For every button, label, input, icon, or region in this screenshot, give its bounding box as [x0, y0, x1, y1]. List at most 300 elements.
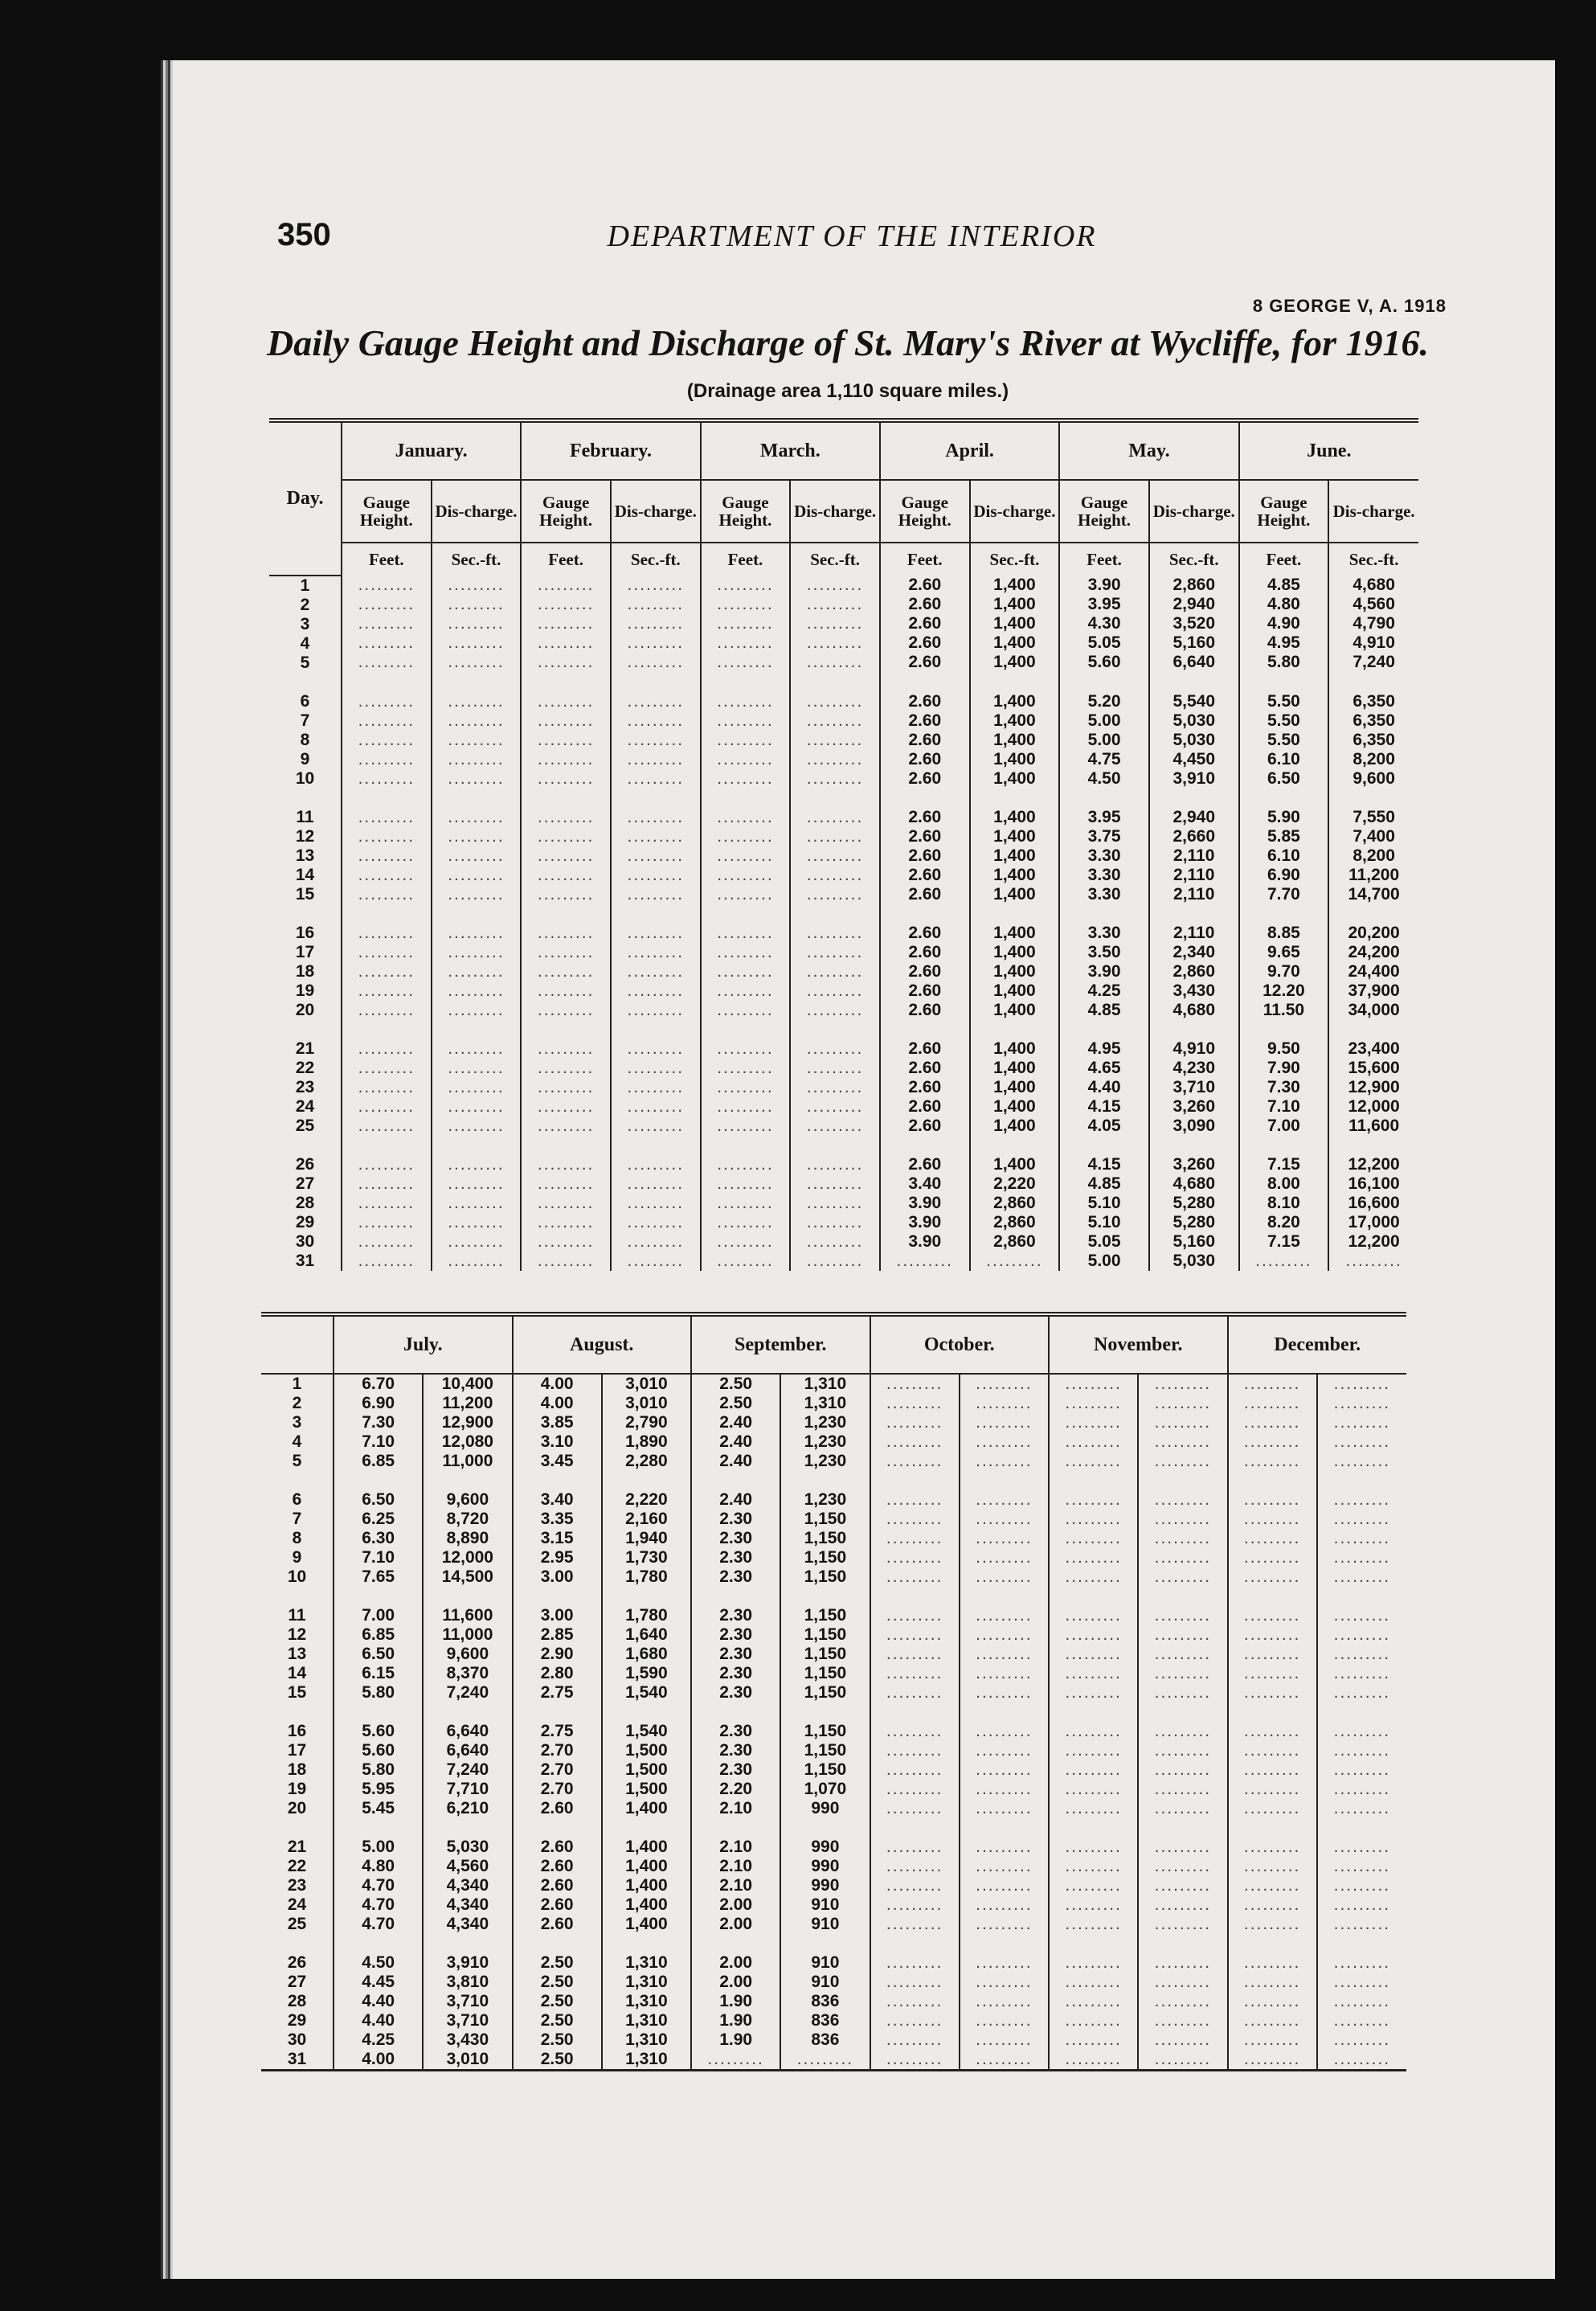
empty-dots: ......... — [806, 1155, 864, 1174]
gauge-height-value: 2.70 — [540, 1741, 574, 1760]
empty-dots: ......... — [627, 924, 685, 942]
discharge-value: 16,100 — [1348, 1174, 1400, 1193]
gauge-height-value: 2.60 — [908, 769, 942, 788]
gauge-height-value: 1.90 — [719, 2011, 753, 2030]
discharge-value: 1,400 — [993, 1117, 1036, 1135]
gauge-height-value: 3.45 — [540, 1452, 574, 1470]
gauge-height-value: 2.70 — [540, 1780, 574, 1798]
gauge-height-value: 2.00 — [719, 1973, 753, 1991]
gauge-height-value: 2.60 — [908, 576, 942, 594]
day-number: 11 — [288, 1606, 306, 1625]
empty-dots: ......... — [358, 962, 415, 981]
empty-dots: ......... — [1065, 1876, 1122, 1895]
empty-dots: ......... — [537, 1039, 595, 1058]
gauge-height-value: 2.30 — [719, 1510, 753, 1528]
gauge-height-value: 3.30 — [1087, 846, 1121, 865]
empty-dots: ......... — [976, 1664, 1033, 1682]
gauge-height-value: 2.00 — [719, 1895, 753, 1914]
gauge-height-value: 5.00 — [362, 1838, 395, 1856]
day-number: 2 — [292, 1394, 302, 1412]
gauge-height-value: 2.50 — [719, 1375, 753, 1393]
month-header: November. — [1049, 1314, 1228, 1374]
empty-dots: ......... — [976, 1741, 1033, 1760]
discharge-value: 7,240 — [1353, 653, 1395, 671]
discharge-value: 4,680 — [1353, 576, 1395, 594]
empty-dots: ......... — [448, 866, 505, 884]
discharge-value: 7,240 — [446, 1760, 489, 1779]
gauge-height-value: 2.60 — [908, 981, 942, 1000]
day-number: 13 — [295, 846, 315, 865]
empty-dots: ......... — [627, 1213, 685, 1231]
gauge-height-value: 4.00 — [540, 1394, 574, 1412]
empty-dots: ......... — [806, 576, 864, 594]
discharge-value: 3,710 — [446, 1992, 489, 2010]
discharge-value: 1,400 — [993, 924, 1036, 942]
day-header: Day. — [269, 420, 342, 576]
gauge-height-value: 2.50 — [719, 1394, 753, 1412]
day-number: 7 — [292, 1510, 302, 1528]
day-number: 4 — [292, 1432, 302, 1451]
gauge-height-value: 2.30 — [719, 1760, 753, 1779]
empty-dots: ......... — [1065, 1992, 1122, 2010]
gauge-height-value: 2.50 — [540, 2011, 574, 2030]
day-number: 18 — [295, 962, 315, 981]
day-number: 29 — [287, 2011, 307, 2030]
gauge-height-value: 4.25 — [1087, 981, 1121, 1000]
gauge-height-value: 2.60 — [908, 1001, 942, 1019]
empty-dots: ......... — [537, 943, 595, 961]
gauge-height-value: 3.40 — [908, 1174, 942, 1193]
empty-dots: ......... — [537, 885, 595, 904]
empty-dots: ......... — [1065, 1510, 1122, 1528]
empty-dots: ......... — [1243, 2050, 1301, 2068]
empty-dots: ......... — [1243, 1741, 1301, 1760]
gauge-height-value: 3.90 — [1087, 962, 1121, 981]
empty-dots: ......... — [896, 1252, 954, 1270]
empty-dots: ......... — [1154, 1953, 1212, 1972]
second-half-table — [261, 1312, 1406, 2071]
empty-dots: ......... — [1065, 1857, 1122, 1875]
discharge-value: 1,400 — [993, 750, 1036, 768]
gauge-height-value: 3.90 — [908, 1213, 942, 1231]
day-number: 5 — [292, 1452, 302, 1470]
day-number: 19 — [287, 1780, 307, 1798]
discharge-value: 1,500 — [625, 1741, 668, 1760]
gauge-height-value: 2.85 — [540, 1625, 574, 1644]
discharge-value: 6,640 — [1172, 653, 1216, 671]
empty-dots: ......... — [1154, 1413, 1212, 1432]
gauge-height-value: 2.10 — [719, 1799, 753, 1817]
empty-dots: ......... — [448, 633, 505, 652]
empty-dots: ......... — [627, 711, 685, 730]
empty-dots: ......... — [1154, 1857, 1212, 1875]
gauge-height-header: Gauge Height. — [1239, 480, 1329, 543]
discharge-value: 1,400 — [993, 1078, 1036, 1096]
empty-dots: ......... — [448, 827, 505, 846]
discharge-value: 5,280 — [1172, 1194, 1216, 1212]
discharge-value: 4,910 — [1353, 633, 1395, 652]
day-number: 8 — [292, 1529, 302, 1547]
discharge-value: 24,400 — [1348, 962, 1400, 981]
empty-dots: ......... — [358, 1059, 415, 1077]
discharge-value: 2,160 — [625, 1510, 668, 1528]
empty-dots: ......... — [806, 827, 864, 846]
empty-dots: ......... — [717, 653, 774, 671]
gauge-height-value: 2.60 — [540, 1915, 574, 1933]
discharge-value: 1,400 — [993, 962, 1036, 981]
empty-dots: ......... — [1065, 1529, 1122, 1547]
gauge-height-value: 8.00 — [1267, 1174, 1300, 1193]
gauge-height-value: 4.40 — [362, 2011, 395, 2030]
gauge-height-value: 5.95 — [362, 1780, 395, 1798]
discharge-value: 1,150 — [804, 1606, 847, 1625]
day-number: 16 — [295, 924, 315, 942]
gauge-height-value: 6.25 — [362, 1510, 395, 1528]
empty-dots: ......... — [1154, 1432, 1212, 1451]
empty-dots: ......... — [806, 614, 864, 633]
empty-dots: ......... — [358, 1194, 415, 1212]
day-number: 10 — [287, 1567, 307, 1586]
unit-label: Feet. — [1059, 543, 1149, 576]
empty-dots: ......... — [717, 1155, 774, 1174]
empty-dots: ......... — [537, 1001, 595, 1019]
gauge-height-value: 2.30 — [719, 1529, 753, 1547]
empty-dots: ......... — [1065, 2030, 1122, 2049]
empty-dots: ......... — [976, 1895, 1033, 1914]
discharge-value: 836 — [811, 2011, 840, 2030]
empty-dots: ......... — [448, 808, 505, 826]
discharge-header: Dis-charge. — [1149, 480, 1239, 543]
gauge-height-value: 4.80 — [1267, 595, 1300, 613]
empty-dots: ......... — [627, 1001, 685, 1019]
discharge-value: 5,030 — [446, 1838, 489, 1856]
empty-dots: ......... — [358, 808, 415, 826]
discharge-value: 12,200 — [1348, 1155, 1400, 1174]
empty-dots: ......... — [717, 885, 774, 904]
month-header: December. — [1228, 1314, 1407, 1374]
gauge-height-value: 2.60 — [908, 711, 942, 730]
empty-dots: ......... — [976, 1413, 1033, 1432]
gauge-height-value: 2.60 — [908, 1059, 942, 1077]
empty-dots: ......... — [806, 1078, 864, 1096]
discharge-value: 9,600 — [1353, 769, 1395, 788]
discharge-value: 3,090 — [1172, 1117, 1216, 1135]
empty-dots: ......... — [1065, 1606, 1122, 1625]
discharge-value: 5,030 — [1172, 711, 1216, 730]
discharge-value: 1,310 — [625, 2050, 668, 2068]
gauge-height-value: 2.30 — [719, 1567, 753, 1586]
discharge-value: 1,400 — [993, 595, 1036, 613]
gauge-height-header: Gauge Height. — [521, 480, 611, 543]
unit-label: Feet. — [880, 543, 970, 576]
empty-dots: ......... — [1333, 1876, 1391, 1895]
gauge-height-value: 5.00 — [1087, 711, 1121, 730]
gauge-height-value: 2.30 — [719, 1722, 753, 1740]
discharge-value: 23,400 — [1348, 1039, 1400, 1058]
gauge-height-value: 2.95 — [540, 1548, 574, 1567]
gauge-height-value: 3.35 — [540, 1510, 574, 1528]
gauge-height-value: 5.80 — [362, 1683, 395, 1702]
discharge-value: 3,910 — [1172, 769, 1216, 788]
empty-dots: ......... — [358, 692, 415, 711]
discharge-value: 16,600 — [1348, 1194, 1400, 1212]
empty-dots: ......... — [537, 576, 595, 594]
gauge-height-value: 5.00 — [1087, 731, 1121, 749]
discharge-value: 15,600 — [1348, 1059, 1400, 1077]
empty-dots: ......... — [806, 595, 864, 613]
empty-dots: ......... — [1333, 1529, 1391, 1547]
empty-dots: ......... — [1333, 1413, 1391, 1432]
empty-dots: ......... — [806, 633, 864, 652]
day-number: 12 — [287, 1625, 307, 1644]
discharge-value: 4,910 — [1172, 1039, 1216, 1058]
empty-dots: ......... — [1154, 1529, 1212, 1547]
empty-dots: ......... — [717, 846, 774, 865]
empty-dots: ......... — [806, 1194, 864, 1212]
empty-dots: ......... — [886, 2030, 943, 2049]
empty-dots: ......... — [806, 653, 864, 671]
empty-dots: ......... — [717, 576, 774, 594]
empty-dots: ......... — [358, 1039, 415, 1058]
gauge-height-value: 7.15 — [1267, 1155, 1300, 1174]
gauge-height-value: 6.50 — [1267, 769, 1300, 788]
empty-dots: ......... — [717, 692, 774, 711]
discharge-value: 2,220 — [625, 1490, 668, 1509]
empty-dots: ......... — [717, 711, 774, 730]
empty-dots: ......... — [448, 692, 505, 711]
empty-dots: ......... — [717, 595, 774, 613]
discharge-value: 3,520 — [1172, 614, 1216, 633]
empty-dots: ......... — [886, 2050, 943, 2068]
discharge-value: 4,680 — [1172, 1001, 1216, 1019]
discharge-value: 1,150 — [804, 1760, 847, 1779]
empty-dots: ......... — [448, 1039, 505, 1058]
empty-dots: ......... — [976, 1953, 1033, 1972]
empty-dots: ......... — [886, 2011, 943, 2030]
empty-dots: ......... — [358, 1213, 415, 1231]
empty-dots: ......... — [1243, 2030, 1301, 2049]
empty-dots: ......... — [1065, 1567, 1122, 1586]
empty-dots: ......... — [886, 1895, 943, 1914]
empty-dots: ......... — [448, 1059, 505, 1077]
empty-dots: ......... — [537, 924, 595, 942]
empty-dots: ......... — [627, 846, 685, 865]
gauge-height-value: 2.60 — [540, 1838, 574, 1856]
discharge-header: Dis-charge. — [1328, 480, 1418, 543]
discharge-value: 1,590 — [625, 1664, 668, 1682]
gauge-height-value: 5.60 — [1087, 653, 1121, 671]
discharge-value: 1,400 — [993, 866, 1036, 884]
discharge-value: 1,680 — [625, 1645, 668, 1663]
discharge-value: 11,000 — [442, 1625, 493, 1644]
empty-dots: ......... — [627, 1078, 685, 1096]
discharge-value: 2,860 — [993, 1213, 1036, 1231]
empty-dots: ......... — [1333, 1799, 1391, 1817]
day-number: 26 — [287, 1953, 307, 1972]
discharge-value: 1,400 — [993, 1001, 1036, 1019]
empty-dots: ......... — [627, 1252, 685, 1270]
day-number: 6 — [300, 692, 310, 711]
empty-dots: ......... — [1065, 1915, 1122, 1933]
gauge-height-value: 3.50 — [1087, 943, 1121, 961]
gauge-height-value: 7.00 — [362, 1606, 395, 1625]
gauge-height-value: 6.30 — [362, 1529, 395, 1547]
discharge-value: 3,710 — [446, 2011, 489, 2030]
empty-dots: ......... — [358, 885, 415, 904]
empty-dots: ......... — [1243, 1510, 1301, 1528]
empty-dots: ......... — [976, 1394, 1033, 1412]
discharge-value: 2,660 — [1172, 827, 1216, 846]
empty-dots: ......... — [537, 1232, 595, 1251]
empty-dots: ......... — [1154, 1490, 1212, 1509]
empty-dots: ......... — [717, 769, 774, 788]
empty-dots: ......... — [717, 1001, 774, 1019]
empty-dots: ......... — [1333, 1567, 1391, 1586]
empty-dots: ......... — [717, 633, 774, 652]
empty-dots: ......... — [1333, 1857, 1391, 1875]
discharge-value: 4,450 — [1172, 750, 1216, 768]
discharge-value: 990 — [811, 1838, 840, 1856]
unit-label: Feet. — [521, 543, 611, 576]
empty-dots: ......... — [1243, 2011, 1301, 2030]
gauge-height-value: 4.00 — [540, 1375, 574, 1393]
discharge-value: 1,540 — [625, 1683, 668, 1702]
empty-dots: ......... — [1065, 1664, 1122, 1682]
empty-dots: ......... — [1243, 1375, 1301, 1393]
discharge-value: 14,700 — [1348, 885, 1400, 904]
discharge-value: 1,400 — [993, 846, 1036, 865]
gauge-height-value: 2.60 — [908, 614, 942, 633]
empty-dots: ......... — [976, 1992, 1033, 2010]
gauge-height-value: 6.10 — [1267, 750, 1300, 768]
gauge-height-value: 2.60 — [908, 653, 942, 671]
empty-dots: ......... — [358, 827, 415, 846]
empty-dots: ......... — [1154, 1664, 1212, 1682]
empty-dots: ......... — [1065, 1625, 1122, 1644]
empty-dots: ......... — [886, 1529, 943, 1547]
month-header: February. — [521, 420, 700, 480]
discharge-header: Dis-charge. — [432, 480, 522, 543]
gauge-height-value: 2.80 — [540, 1664, 574, 1682]
gauge-height-value: 7.70 — [1267, 885, 1300, 904]
unit-label: Feet. — [701, 543, 791, 576]
discharge-value: 3,810 — [446, 1973, 489, 1991]
empty-dots: ......... — [717, 827, 774, 846]
discharge-value: 5,030 — [1172, 731, 1216, 749]
discharge-value: 1,640 — [625, 1625, 668, 1644]
day-number: 31 — [287, 2050, 307, 2068]
discharge-value: 3,010 — [625, 1375, 668, 1393]
discharge-value: 12,080 — [441, 1432, 493, 1451]
gauge-height-value: 3.90 — [908, 1194, 942, 1212]
empty-dots: ......... — [1243, 1452, 1301, 1470]
day-number: 6 — [292, 1490, 302, 1509]
empty-dots: ......... — [1154, 1606, 1212, 1625]
empty-dots: ......... — [448, 981, 505, 1000]
gauge-height-value: 6.90 — [1267, 866, 1300, 884]
discharge-value: 6,640 — [446, 1722, 489, 1740]
empty-dots: ......... — [1065, 1838, 1122, 1856]
gauge-height-value: 5.05 — [1087, 1232, 1121, 1251]
unit-label: Sec.-ft. — [611, 543, 701, 576]
empty-dots: ......... — [537, 750, 595, 768]
discharge-value: 2,110 — [1173, 885, 1215, 904]
gauge-height-value: 5.80 — [362, 1760, 395, 1779]
empty-dots: ......... — [976, 1683, 1033, 1702]
empty-dots: ......... — [627, 1155, 685, 1174]
empty-dots: ......... — [1065, 1760, 1122, 1779]
gauge-height-value: 5.60 — [362, 1722, 395, 1740]
day-number: 28 — [287, 1992, 307, 2010]
empty-dots: ......... — [358, 1078, 415, 1096]
gauge-height-value: 7.65 — [362, 1567, 395, 1586]
day-number: 26 — [295, 1155, 315, 1174]
discharge-value: 1,400 — [625, 1799, 668, 1817]
empty-dots: ......... — [886, 1567, 943, 1586]
empty-dots: ......... — [886, 1510, 943, 1528]
discharge-value: 2,110 — [1173, 846, 1215, 865]
empty-dots: ......... — [1243, 1876, 1301, 1895]
gauge-height-value: 2.60 — [908, 633, 942, 652]
discharge-value: 11,000 — [442, 1452, 493, 1470]
discharge-value: 8,890 — [446, 1529, 489, 1547]
day-number: 3 — [300, 615, 310, 633]
empty-dots: ......... — [976, 1722, 1033, 1740]
empty-dots: ......... — [358, 769, 415, 788]
empty-dots: ......... — [717, 866, 774, 884]
discharge-value: 2,860 — [993, 1232, 1036, 1251]
empty-dots: ......... — [537, 633, 595, 652]
discharge-value: 1,730 — [625, 1548, 668, 1567]
discharge-value: 3,010 — [625, 1394, 668, 1412]
empty-dots: ......... — [717, 1232, 774, 1251]
discharge-value: 6,350 — [1353, 711, 1395, 730]
empty-dots: ......... — [976, 1645, 1033, 1663]
discharge-value: 1,400 — [625, 1876, 668, 1895]
empty-dots: ......... — [358, 1174, 415, 1193]
empty-dots: ......... — [358, 1252, 415, 1270]
empty-dots: ......... — [976, 1529, 1033, 1547]
empty-dots: ......... — [806, 1097, 864, 1116]
empty-dots: ......... — [717, 1078, 774, 1096]
discharge-value: 1,400 — [993, 692, 1036, 711]
gauge-height-value: 6.85 — [362, 1625, 395, 1644]
discharge-value: 836 — [811, 1992, 840, 2010]
empty-dots: ......... — [976, 2011, 1033, 2030]
empty-dots: ......... — [1333, 1760, 1391, 1779]
empty-dots: ......... — [1333, 1780, 1391, 1798]
empty-dots: ......... — [717, 924, 774, 942]
empty-dots: ......... — [537, 731, 595, 749]
gauge-height-value: 2.60 — [540, 1799, 574, 1817]
empty-dots: ......... — [806, 808, 864, 826]
day-number: 21 — [287, 1838, 307, 1856]
day-number: 25 — [295, 1117, 315, 1135]
empty-dots: ......... — [976, 1490, 1033, 1509]
empty-dots: ......... — [886, 1452, 943, 1470]
discharge-value: 9,600 — [446, 1490, 489, 1509]
discharge-value: 1,150 — [804, 1529, 847, 1547]
empty-dots: ......... — [1065, 1394, 1122, 1412]
gauge-height-value: 2.00 — [719, 1915, 753, 1933]
gauge-height-value: 2.50 — [540, 2050, 574, 2068]
day-number: 29 — [295, 1213, 315, 1231]
discharge-value: 1,150 — [804, 1683, 847, 1702]
gauge-height-value: 3.10 — [540, 1432, 574, 1451]
discharge-value: 7,710 — [446, 1780, 489, 1798]
discharge-value: 12,900 — [1348, 1078, 1400, 1096]
discharge-value: 1,400 — [993, 769, 1036, 788]
